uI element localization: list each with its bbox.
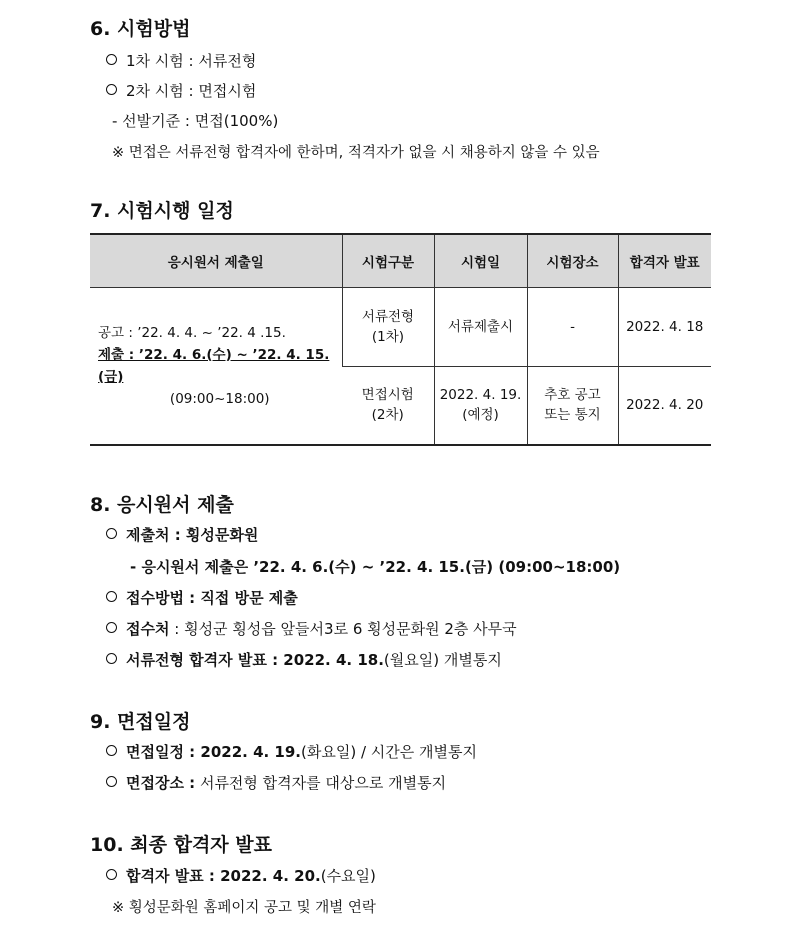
result-date-cell: 2022. 4. 20 [618,367,711,445]
s9-place-label: 면접장소 : [126,774,196,792]
s8-place [106,524,258,545]
schedule-table [90,233,711,446]
s8-result-label: 서류전형 합격자 발표 : 2022. 4. 18. [126,651,384,669]
section-8-title: 8. 응시원서 제출 [90,494,234,516]
table-header-row [90,234,711,288]
s8-place-text: 제출처 : 횡성문화원 [126,526,259,544]
s10-result [106,865,376,886]
s8-method-text: 접수방법 : 직접 방문 제출 [126,589,298,607]
table-header: 시험일 [434,234,527,288]
exam-type-cell: 면접시험 (2차) [342,367,434,445]
table-row [90,288,711,367]
submission-hours: (09:00~18:00) [169,390,270,407]
circle-bullet-icon [106,54,117,65]
s9-place [106,772,446,793]
s8-method [106,587,298,608]
s9-date-label: 면접일정 : 2022. 4. 19. [126,743,302,761]
table-header: 시험장소 [527,234,618,288]
circle-bullet-icon [106,776,117,787]
s10-result-label: 합격자 발표 : 2022. 4. 20. [126,867,321,885]
exam-date-cell: 2022. 4. 19. (예정) [434,367,527,445]
s9-date [106,741,477,762]
s8-address-label: 접수처 [126,620,170,638]
exam-place-cell: 추호 공고 또는 통지 [527,367,618,445]
s8-address-value: : 횡성군 횡성읍 앞들서3로 6 횡성문화원 2층 사무국 [169,620,517,638]
result-date-cell: 2022. 4. 18 [618,288,711,367]
exam-place-cell: - [527,288,618,367]
circle-bullet-icon [106,869,117,880]
table-header: 응시원서 제출일 [90,234,342,288]
exam-type-cell: 서류전형 (1차) [342,288,434,367]
submission-period: 제출 : ’22. 4. 6.(수) ~ ’22. 4. 15.(금) [98,346,330,385]
s8-result-value: (월요일) 개별통지 [383,651,502,669]
section-10-title: 10. 최종 합격자 발표 [90,834,272,856]
s6-item-1-text: 1차 시험 : 서류전형 [126,52,257,70]
table-header: 시험구분 [342,234,434,288]
circle-bullet-icon [106,622,117,633]
s6-criteria: - 선발기준 : 면접(100%) [112,112,279,130]
s6-item-2 [106,80,256,101]
notice-period: 공고 : ’22. 4. 4. ~ ’22. 4 .15. [98,324,286,341]
s6-item-1 [106,50,256,71]
exam-date-cell: 서류제출시 [434,288,527,367]
s6-item-2-text: 2차 시험 : 면접시험 [126,82,257,100]
circle-bullet-icon [106,84,117,95]
circle-bullet-icon [106,528,117,539]
s9-date-value: (화요일) / 시간은 개별통지 [301,743,477,761]
circle-bullet-icon [106,591,117,602]
s8-result [106,649,502,670]
section-9-title: 9. 면접일정 [90,711,191,733]
circle-bullet-icon [106,653,117,664]
s8-submit: - 응시원서 제출은 ’22. 4. 6.(수) ~ ’22. 4. 15.(금) (09:00~18:00) [130,558,621,576]
s6-note: ※ 면접은 서류전형 합격자에 한하며, 적격자가 없을 시 채용하지 않을 수 있음 [112,145,600,161]
section-6-title: 6. 시험방법 [90,18,191,40]
table-header: 합격자 발표 [618,234,711,288]
s9-place-value: 서류전형 합격자를 대상으로 개별통지 [195,774,447,792]
s8-address [106,618,517,639]
s10-note: ※ 횡성문화원 홈페이지 공고 및 개별 연락 [112,900,376,916]
s10-result-value: (수요일) [320,867,376,885]
section-7-title: 7. 시험시행 일정 [90,200,234,222]
circle-bullet-icon [106,745,117,756]
application-cell [90,288,342,445]
